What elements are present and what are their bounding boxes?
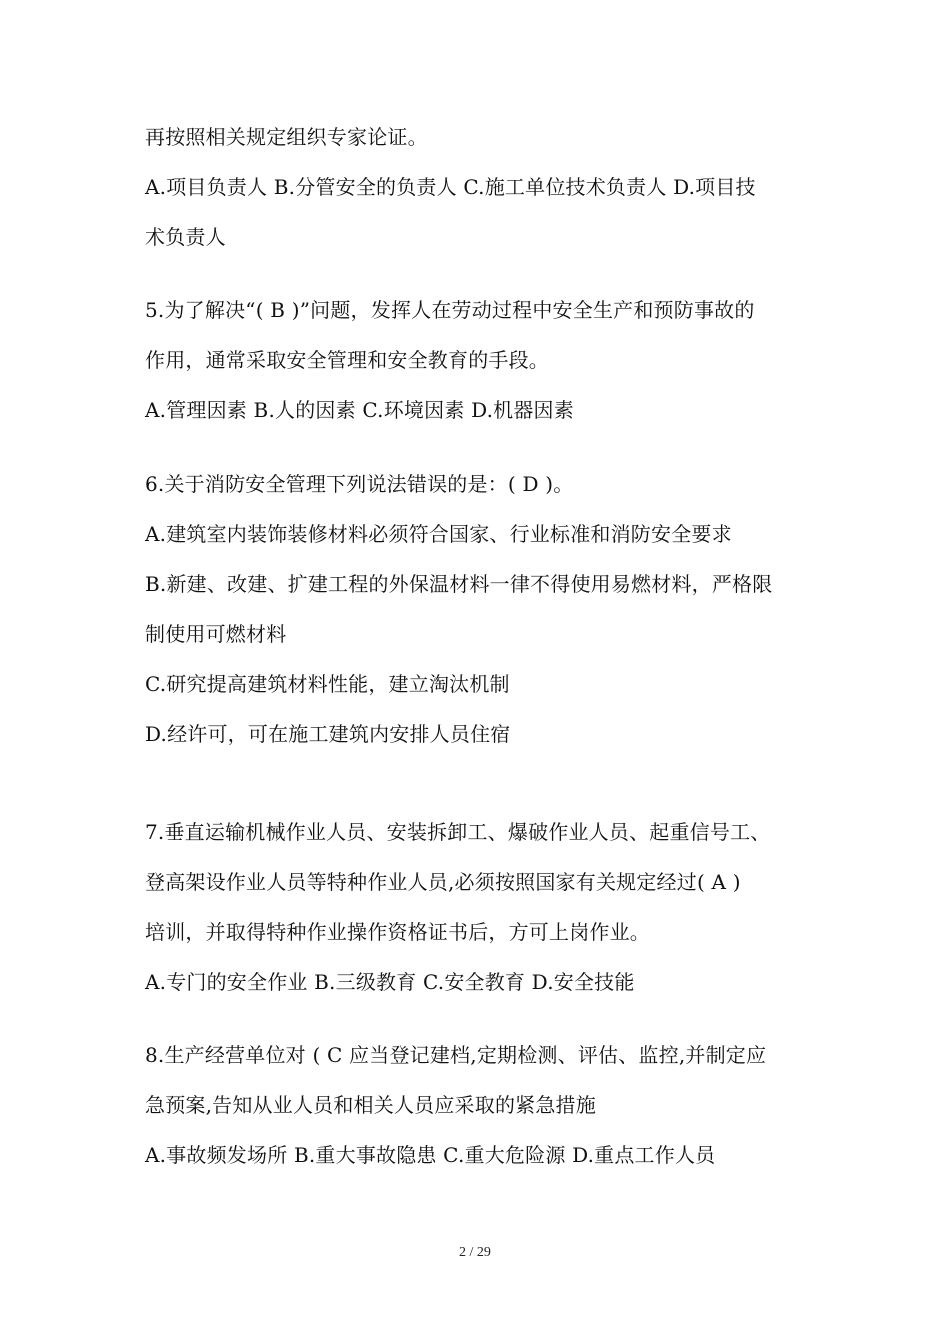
options-8: A.事故频发场所 B.重大事故隐患 C.重大危险源 D.重点工作人员 <box>145 1143 716 1167</box>
page-number: 2 / 29 <box>459 1245 491 1260</box>
options-5: A.管理因素 B.人的因素 C.环境因素 D.机器因素 <box>145 398 574 422</box>
question-7: 7.垂直运输机械作业人员、安装拆卸工、爆破作业人员、起重信号工、 <box>145 820 771 844</box>
text-line: 制使用可燃材料 <box>145 622 287 646</box>
option-6d: D.经许可，可在施工建筑内安排人员住宿 <box>145 722 511 746</box>
question-8: 8.生产经营单位对 ( C 应当登记建档,定期检测、评估、监控,并制定应 <box>145 1043 767 1067</box>
text-line: 急预案,告知从业人员和相关人员应采取的紧急措施 <box>145 1093 596 1117</box>
option-6c: C.研究提高建筑材料性能，建立淘汰机制 <box>145 672 510 696</box>
text-line: 登高架设作业人员等特种作业人员,必须按照国家有关规定经过( A ) <box>145 870 741 894</box>
text-line: 再按照相关规定组织专家论证。 <box>145 125 428 149</box>
options-7: A.专门的安全作业 B.三级教育 C.安全教育 D.安全技能 <box>145 970 635 994</box>
question-5: 5.为了解决“( B )”问题，发挥人在劳动过程中安全生产和预防事故的 <box>145 298 755 322</box>
text-line: 培训，并取得特种作业操作资格证书后，方可上岗作业。 <box>145 920 650 944</box>
text-line: 术负责人 <box>145 225 226 249</box>
option-6b: B.新建、改建、扩建工程的外保温材料一律不得使用易燃材料，严格限 <box>145 572 773 596</box>
option-6a: A.建筑室内装饰装修材料必须符合国家、行业标准和消防安全要求 <box>145 522 732 546</box>
text-line: A.项目负责人 B.分管安全的负责人 C.施工单位技术负责人 D.项目技 <box>145 175 756 199</box>
text-line: 作用，通常采取安全管理和安全教育的手段。 <box>145 348 549 372</box>
question-6: 6.关于消防安全管理下列说法错误的是：( D )。 <box>145 472 574 496</box>
